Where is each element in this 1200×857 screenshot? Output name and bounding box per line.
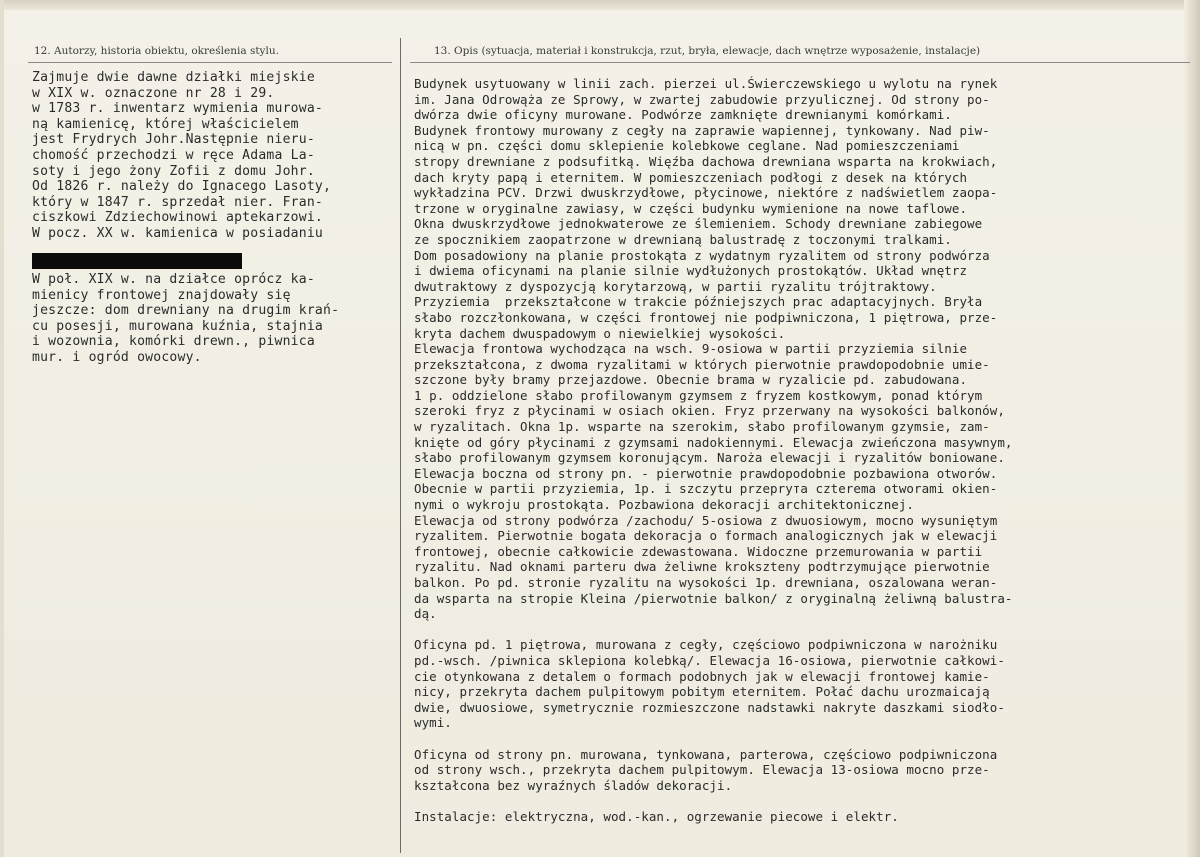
description-text-line: ryzalitu. Nad oknami parteru dwa żeliwne krokszteny podtrzymujące pierwotnie [414,559,990,575]
description-text-line: ryzalitem. Pierwotnie bogata dekoracja o formach analogicznych jak w elewacji [414,528,998,544]
description-text-line: Oficyna od strony pn. murowana, tynkowana, parterowa, częściowo podpiwniczona [414,746,998,762]
description-text-line: Okna dwuskrzydłowe jednokwaterowe ze ślemieniem. Schody drewniane zabiegowe [414,216,983,232]
left-header-rule [28,62,392,63]
description-text-line: Dom posadowiony na planie prostokąta z wydatnym ryzalitem od strony podwórza [414,247,990,263]
description-text-line [414,731,1012,747]
history-text-line: W pocz. XX w. kamienica w posiadaniu [32,225,323,241]
history-text-line: jeszcze: dom drewniany na drugim krań- [32,303,340,319]
description-text-line: Przyziemia przekształcone w trakcie późniejszych prac adaptacyjnych. Bryła [414,294,983,310]
description-text-line: nicą w pn. części domu sklepienie kolebkowe ceglane. Nad pomieszczeniami [414,138,960,154]
description-text-line: dwutraktowy z dyspozycją korytarzową, w partii ryzalitu trójtraktowy. [414,278,937,294]
description-text-line: Budynek frontowy murowany z cegły na zaprawie wapiennej, tynkowany. Nad piw- [414,122,990,138]
description-text-line: wymi. [414,715,452,731]
description-text-line: 1 p. oddzielone słabo profilowanym gzymsem z fryzem kostkowym, ponad którym [414,387,983,403]
description-text-line: w ryzalitach. Okna 1p. wsparte na szerokim, słabo profilowanym gzymsie, zam- [414,419,990,435]
description-text-block [414,76,1012,825]
history-text-line: cu posesji, murowana kuźnia, stajnia [32,318,323,334]
history-text-line: Zajmuje dwie dawne działki miejskie [32,70,315,85]
section-12-header: 12. Autorzy, historia obiektu, określenia stylu. [34,45,279,57]
description-text-line: słabo profilowanym gzymsem koronującym. Naroża elewacji i ryzalitów boniowane. [414,450,1005,466]
history-text-line: który w 1847 r. sprzedał nier. Fran- [32,194,323,210]
description-text-line: dwórza dwie oficyny murowane. Podwórze zamknięte drewnianymi komórkami. [414,107,952,123]
description-text-line: cie otynkowana z detalem o formach podobnych jak w elewacji frontowej kamie- [414,668,990,684]
description-text-line: Oficyna pd. 1 piętrowa, murowana z cegły, częściowo podpiwniczona w narożniku [414,637,998,653]
description-text-line: knięte od góry płycinami z gzymsami nadokiennymi. Elewacja zwieńczona masywnym, [414,434,1013,450]
description-text-line: Elewacja frontowa wychodząca na wsch. 9-osiowa w partii przyziemia silnie [414,341,968,357]
description-text-line: Elewacja boczna od strony pn. - pierwotnie prawdopodobnie pozbawiona otworów. [414,465,998,481]
description-text-line [414,622,1012,638]
description-text-line: i dwiema oficynami na planie silnie wydłużonych prostokątów. Układ wnętrz [414,263,968,279]
description-text-line: wykładzina PCV. Drzwi dwuskrzydłowe, płycinowe, niektóre z nadświetlem zaopa- [414,185,998,201]
description-text-line: stropy drewniane z podsufitką. Więźba dachowa drewniana wsparta na krokwiach, [414,153,998,169]
history-text-line: w 1783 r. inwentarz wymienia murowa- [32,101,323,117]
paper-right-edge [1184,0,1200,857]
paper-top-edge [0,0,1200,10]
history-text-line: w XIX w. oznaczone nr 28 i 29. [32,85,275,101]
description-text-line: Instalacje: elektryczna, wod.-kan., ogrzewanie piecowe i elektr. [414,808,899,824]
description-text-line: Obecnie w partii przyziemia, 1p. i szczytu przeprута czterema otworami okien- [414,481,998,497]
column-divider [400,38,401,853]
history-text-line: W poł. XIX w. na działce oprócz ka- [32,272,315,287]
description-text-line: przekształcona, z dwoma ryzalitami w których pierwotnie prawdopodobnie umie- [414,356,990,372]
description-text-line: szczone były bramy przejazdowe. Obecnie brama w ryzalicie pd. zabudowana. [414,372,968,388]
history-text-line: mienicy frontowej znajdowały się [32,287,291,303]
description-text-line: ze spocznikiem zaopatrzone w drewnianą balustradę z toczonymi tralkami. [414,231,952,247]
history-text-line: jest Frydrych Johr.Następnie nieru- [32,132,315,148]
paper-left-edge [0,0,4,857]
redaction-bar [32,253,242,269]
description-text-line: pd.-wsch. /piwnica sklepiona kolebką/. Elewacja 16-osiowa, pierwotnie całkowi- [414,652,1005,668]
description-text-line: kształcona bez wyraźnych śladów dekoracji. [414,777,733,793]
description-text-line: dą. [414,606,437,622]
history-text-block-2 [32,272,339,366]
description-text-line: od strony wsch., przekryta dachem pulpitowym. Elewacja 13-osiowa mocno prze- [414,762,990,778]
description-text-line: frontowej, obecnie całkowicie zdewastowana. Widoczne przemurowania w partii [414,543,983,559]
description-text-line: balkon. Po pd. stronie ryzalitu na wysokości 1p. drewniana, oszalowana weran- [414,575,998,590]
description-text-line: im. Jana Odrowąża ze Sprowy, w zwartej zabudowie przyulicznej. Od strony po- [414,91,990,107]
description-text-line: da wsparta na stropie Kleina /pierwotnie balkon/ z oryginalną żeliwną balustra- [414,590,1013,606]
description-text-line: słabo rozczłonkowana, w części frontowej nie podpiwniczona, 1 piętrowa, prze- [414,309,998,325]
description-text-line: nymi o wykroju prostokąta. Pozbawiona dekoracji architektonicznej. [414,497,914,513]
history-text-block [32,70,331,242]
history-text-line: chomość przechodzi w ręce Adama La- [32,147,315,163]
right-header-rule [410,62,1190,63]
section-13-header: 13. Opis (sytuacja, materiał i konstrukcja, rzut, bryła, elewacje, dach wnętrze wyposażenie, instalacje) [434,45,981,57]
description-text-line: Budynek usytuowany w linii zach. pierzei ul.Świerczewskiego u wylotu na rynek [414,76,998,91]
description-text-line: Elewacja od strony podwórza /zachodu/ 5-osiowa z dwuosiowym, mocno wysuniętym [414,512,998,528]
history-text-line: ciszkowi Zdziechowinowi aptekarzowi. [32,210,323,226]
description-text-line: nicy, przekryta dachem pulpitowym pobitym eternitem. Połać dachu urozmaicają [414,684,990,700]
history-text-line: Od 1826 r. należy do Ignacego Lasoty, [32,179,332,195]
history-text-line: soty i jego żony Zofii z domu Johr. [32,163,315,179]
history-text-line: ną kamienicę, której właścicielem [32,116,299,132]
description-text-line: dach kryty papą i eternitem. W pomieszczeniach podłogi z desek na których [414,169,968,185]
description-text-line: dwie, dwuosiowe, symetrycznie rozmieszczone nadstawki nakryte daszkami siodło- [414,699,1005,715]
history-text-line: i wozownia, komórki drewn., piwnica [32,334,315,350]
description-text-line: kryta dachem dwuspadowym o niewielkiej wysokości. [414,325,786,341]
description-text-line [414,793,1012,809]
description-text-line: trzone w oryginalne zawiasy, w części budynku wymienione na nowe taflowe. [414,200,968,216]
description-text-line: szeroki fryz z płycinami w osiach okien. Fryz przerwany na wysokości balkonów, [414,403,1005,419]
history-text-line: mur. i ogród owocowy. [32,349,202,365]
